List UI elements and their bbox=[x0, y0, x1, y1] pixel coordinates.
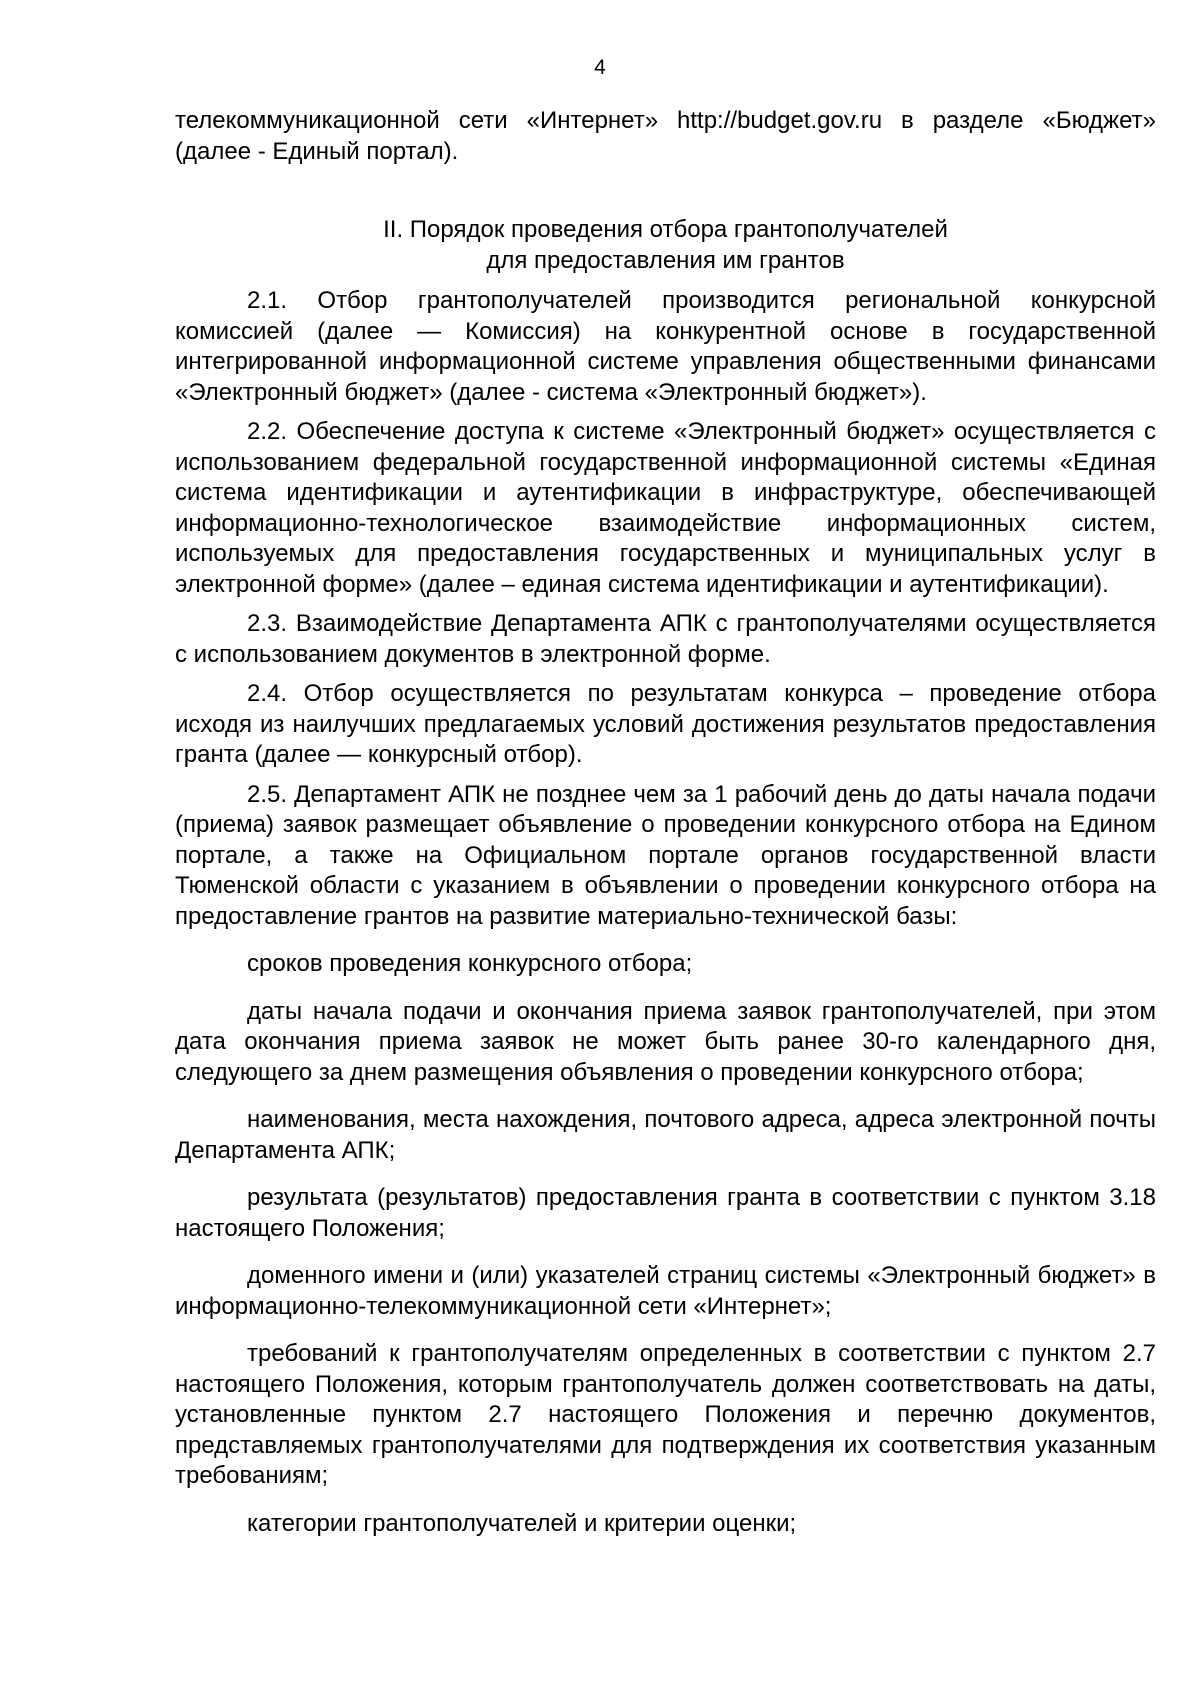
section-title-line-2: для предоставления им грантов bbox=[486, 247, 845, 274]
list-item: наименования, места нахождения, почтового адреса, адреса электронной почты Департамента АПК; bbox=[175, 1106, 1156, 1164]
paragraph-2-4: 2.4. Отбор осуществляется по результатам конкурса – проведение отбора исходя из наилучших предлагаемых условий достижения результатов предоставления гранта (далее — конкурсный отбор). bbox=[175, 680, 1156, 768]
document-body bbox=[175, 106, 1156, 1539]
list-item: результата (результатов) предоставления гранта в соответствии с пунктом 3.18 настоящего Положения; bbox=[175, 1184, 1156, 1242]
paragraph-2-5: 2.5. Департамент АПК не позднее чем за 1 рабочий день до даты начала подачи (приема) заявок размещает объявление о проведении конкурсного отбора на Едином портале, а также на Официальном портале органов государственной власти Тюменской области с указанием в объявлении о проведении конкурсного отбора на предоставление грантов на развитие материально-технической базы: bbox=[175, 780, 1156, 930]
paragraph-2-1: 2.1. Отбор грантополучателей производится региональной конкурсной комиссией (далее — Комиссия) на конкурентной основе в государственной интегрированной информационной системе управления общественными финансами «Электронный бюджет» (далее - система «Электронный бюджет»). bbox=[175, 287, 1156, 406]
list-item: сроков проведения конкурсного отбора; bbox=[247, 950, 693, 977]
paragraph-2-3: 2.3. Взаимодействие Департамента АПК с грантополучателями осуществляется с использованием документов в электронной форме. bbox=[175, 610, 1156, 668]
section-title bbox=[175, 214, 1156, 276]
list-item: доменного имени и (или) указателей страниц системы «Электронный бюджет» в информационно-телекоммуникационной сети «Интернет»; bbox=[175, 1262, 1156, 1320]
list-item: требований к грантополучателям определенных в соответствии с пунктом 2.7 настоящего Положения, которым грантополучатель должен соответствовать на даты, установленные пунктом 2.7 настоящего Положения и перечню документов, представляемых грантополучателями для подтверждения их соответствия указанным требованиям; bbox=[175, 1340, 1156, 1489]
list-item: категории грантополучателей и критерии оценки; bbox=[247, 1509, 797, 1537]
page-number: 4 bbox=[594, 56, 606, 79]
list-item: даты начала подачи и окончания приема заявок грантополучателей, при этом дата окончания приема заявок не может быть ранее 30-го календарного дня, следующего за днем размещения объявления о проведении конкурсного отбора; bbox=[175, 997, 1156, 1086]
section-title-line-1: II. Порядок проведения отбора грантополучателей bbox=[383, 216, 948, 243]
intro-paragraph: телекоммуникационной сети «Интернет» http://budget.gov.ru в разделе «Бюджет» (далее - Единый портал). bbox=[175, 107, 1156, 165]
paragraph-2-2: 2.2. Обеспечение доступа к системе «Электронный бюджет» осуществляется с использованием федеральной государственной информационной системы «Единая система идентификации и аутентификации в инфраструктуре, обеспечивающей информационно-технологическое взаимодействие информационных систем, используемых для предоставления государственных и муниципальных услуг в электронной форме» (далее – единая система идентификации и аутентификации). bbox=[175, 418, 1156, 598]
